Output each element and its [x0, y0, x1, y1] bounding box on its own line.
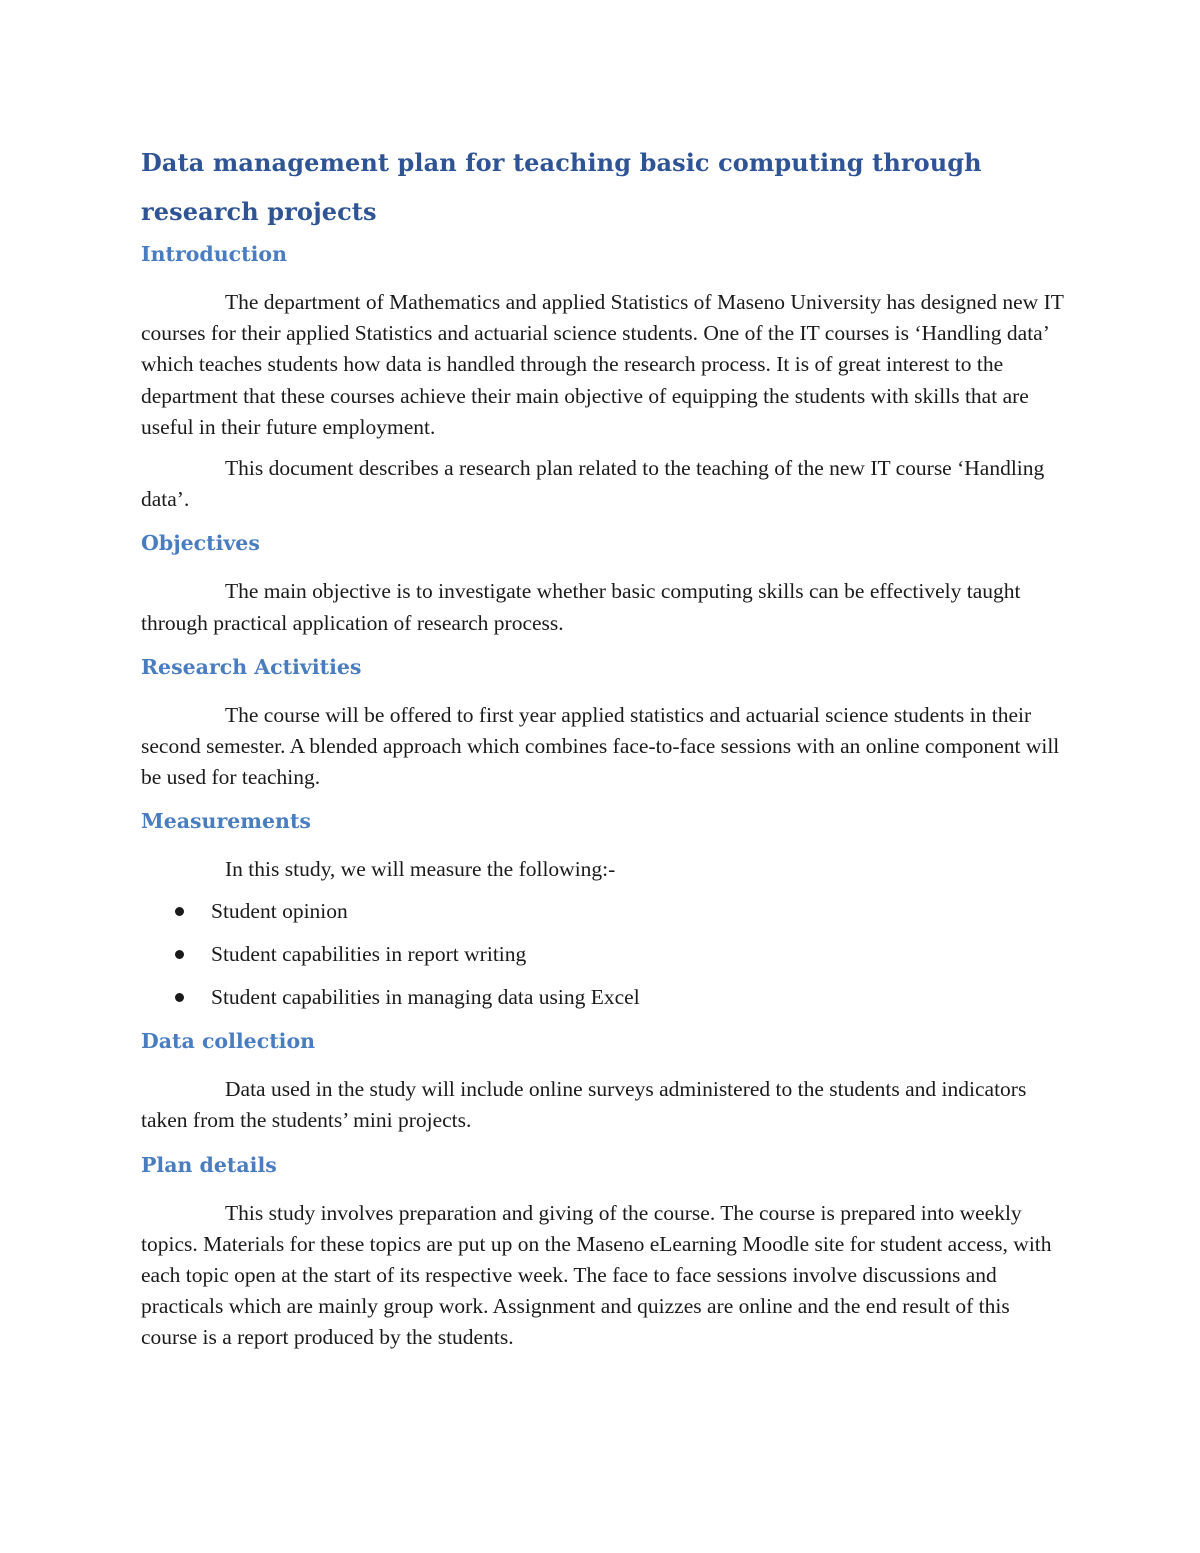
list-item-text: Student opinion	[211, 898, 348, 923]
bullet-icon	[175, 993, 184, 1002]
document-title: Data management plan for teaching basic computing through research projects	[141, 148, 982, 226]
bullet-icon	[175, 950, 184, 959]
section-heading-introduction: Introduction	[141, 242, 287, 266]
section-introduction	[141, 238, 1071, 515]
list-item	[141, 939, 1071, 970]
section-heading-objectives: Objectives	[141, 531, 260, 556]
measurements-intro-paragraph: In this study, we will measure the following:-	[225, 857, 616, 882]
document-body	[141, 138, 1071, 1364]
plan-details-paragraph: This study involves preparation and giving of the course. The course is prepared into weekly topics. Materials for these topics are put up on the Maseno eLearning Moodle site for student access, with each topic open at the start of its respective week. The face to face sessions involve discussions and practicals which are mainly group work. Assignment and quizzes are online and the end result of this course is a report produced by the students.	[141, 1200, 1052, 1350]
section-objectives	[141, 527, 1071, 638]
introduction-paragraph-2: This document describes a research plan related to the teaching of the new IT course ‘Handling data’.	[141, 456, 1045, 512]
list-item-text: Student capabilities in report writing	[211, 941, 527, 966]
section-heading-plan-details: Plan details	[141, 1152, 277, 1177]
research-activities-paragraph: The course will be offered to first year applied statistics and actuarial science students in their second semester. A blended approach which combines face-to-face sessions with an online component will be used for teaching.	[141, 702, 1060, 790]
section-data-collection	[141, 1025, 1071, 1136]
list-item	[141, 896, 1071, 927]
list-item-text: Student capabilities in managing data using Excel	[211, 985, 640, 1010]
section-heading-data-collection: Data collection	[141, 1029, 316, 1054]
data-collection-paragraph: Data used in the study will include online surveys administered to the students and indicators taken from the students’ mini projects.	[141, 1077, 1027, 1133]
section-plan-details	[141, 1149, 1071, 1354]
bullet-icon	[175, 907, 184, 916]
section-heading-research-activities: Research Activities	[141, 654, 362, 679]
introduction-paragraph-1: The department of Mathematics and applied Statistics of Maseno University has designed new IT courses for their applied Statistics and actuarial science students. One of the IT courses is ‘Handling data’ which teaches students how data is handled through the research process. It is of great interest to the department that these courses achieve their main objective of equipping the students with skills that are useful in their future employment.	[141, 290, 1064, 439]
list-item	[141, 982, 1071, 1013]
section-heading-measurements: Measurements	[141, 809, 311, 834]
objectives-paragraph: The main objective is to investigate whether basic computing skills can be effectively taught through practical application of research process.	[141, 579, 1021, 635]
section-research-activities	[141, 651, 1071, 794]
section-measurements	[141, 805, 1071, 1013]
measurements-bullet-list	[141, 896, 1071, 1014]
